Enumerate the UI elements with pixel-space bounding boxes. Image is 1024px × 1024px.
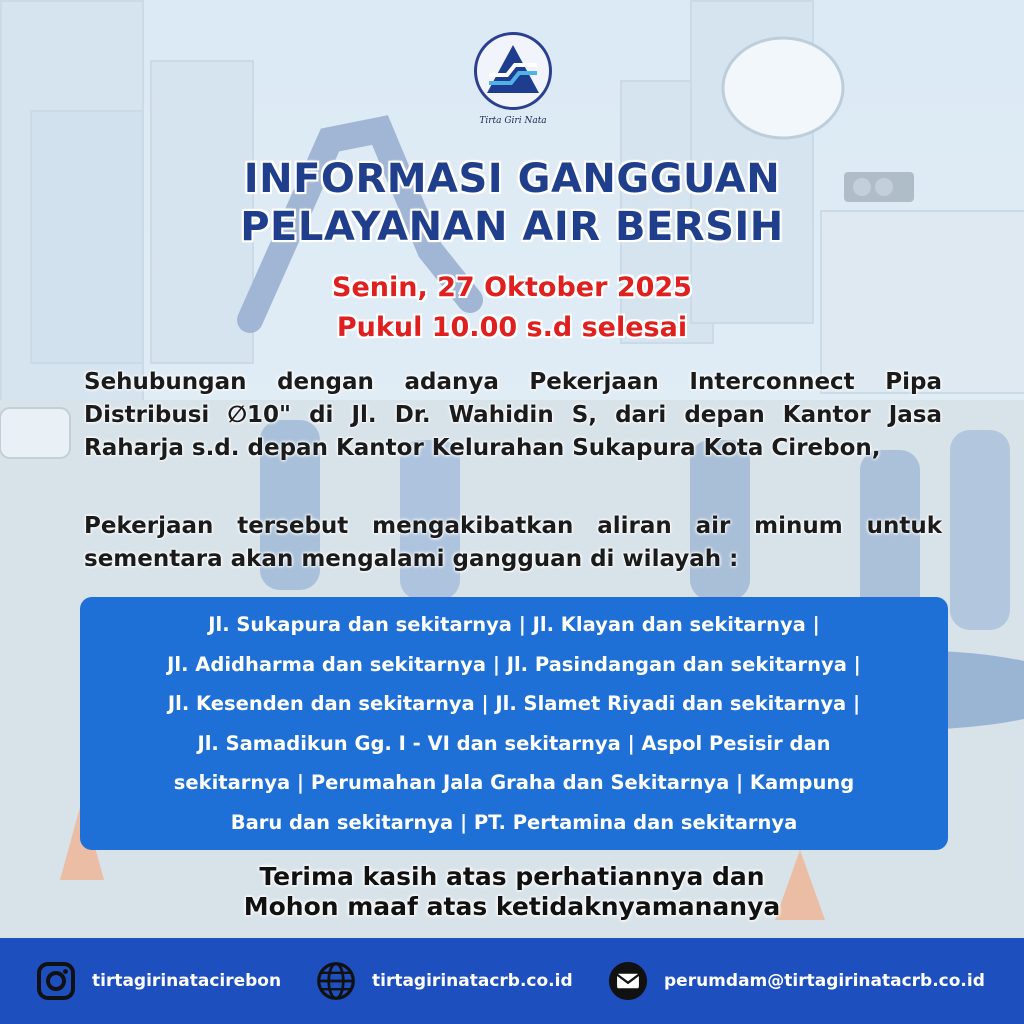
schedule-time: Pukul 10.00 s.d selesai [336,312,688,343]
instagram-handle[interactable]: tirtagirinatacirebon [92,971,282,991]
footer-instagram[interactable] [36,938,281,1024]
affected-areas-line: sekitarnya | Perumahan Jala Graha dan Sekitarnya | Kampung [173,771,855,794]
schedule-date: Senin, 27 Oktober 2025 [332,272,692,303]
closing-line-2: Mohon maaf atas ketidaknyamananya [243,892,781,921]
affected-areas-line: Jl. Adidharma dan sekitarnya | Jl. Pasindangan dan sekitarnya | [167,652,861,676]
affected-areas-line: Jl. Samadikun Gg. I - VI dan sekitarnya | Aspol Pesisir dan [197,731,831,755]
website-link[interactable]: tirtagirinatacrb.co.id [372,971,573,991]
logo-emblem [474,32,552,110]
page-title-line-1: INFORMASI GANGGUAN [243,156,781,202]
logo-brand-text: Tirta Giri Nata [479,116,547,126]
closing-line-1: Terima kasih atas perhatiannya dan [259,862,765,891]
company-logo [470,32,556,132]
affected-areas-line: Jl. Kesenden dan sekitarnya | Jl. Slamet Riyadi dan sekitarnya | [167,692,861,715]
impact-paragraph: Pekerjaan tersebut mengakibatkan aliran air minum untuk sementara akan mengalami gangguan di wilayah : [84,513,942,572]
affected-areas-box [80,597,948,850]
contact-footer [0,938,1024,1024]
affected-areas-line: Baru dan sekitarnya | PT. Pertamina dan sekitarnya [230,810,798,834]
globe-icon [316,961,356,1001]
email-address[interactable]: perumdam@tirtagirinatacrb.co.id [664,971,985,991]
page-title-line-2: PELAYANAN AIR BERSIH [240,204,784,250]
mail-icon [608,961,648,1001]
affected-areas-line: Jl. Sukapura dan sekitarnya | Jl. Klayan dan sekitarnya | [208,613,820,636]
instagram-icon [36,961,76,1001]
footer-website[interactable] [316,938,573,1024]
announcement-paragraph: Sehubungan dengan adanya Pekerjaan Interconnect Pipa Distribusi ∅10" di Jl. Dr. Wahidin S, dari depan Kantor Jasa Raharja s.d. depan Kantor Kelurahan Sukapura Kota Cirebon, [84,369,942,461]
footer-email[interactable] [608,938,985,1024]
